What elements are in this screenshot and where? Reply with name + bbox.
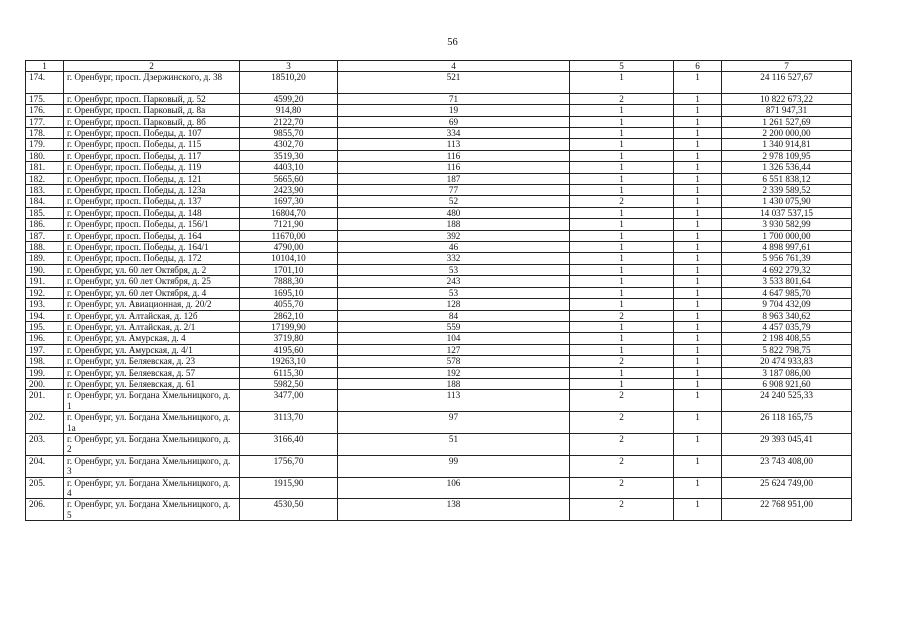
residents-cell: 188 (338, 378, 570, 389)
amount-cell: 3 930 582,99 (722, 219, 852, 230)
row-number-cell: 199. (26, 367, 64, 378)
table-row (26, 455, 852, 477)
row-number-cell: 191. (26, 276, 64, 287)
col-6-value-cell: 1 (674, 230, 722, 241)
row-number-cell: 200. (26, 378, 64, 389)
col-6-value-cell: 1 (674, 185, 722, 196)
residents-cell: 334 (338, 128, 570, 139)
area-cell: 2423,90 (240, 185, 338, 196)
table-row (26, 299, 852, 310)
residents-cell: 106 (338, 477, 570, 499)
amount-cell: 24 240 525,33 (722, 390, 852, 412)
residents-cell: 46 (338, 242, 570, 253)
amount-cell: 1 700 000,00 (722, 230, 852, 241)
area-cell: 3166,40 (240, 433, 338, 455)
residents-cell: 138 (338, 499, 570, 521)
col-5-value-cell: 1 (570, 230, 674, 241)
table-row (26, 116, 852, 127)
table-row (26, 378, 852, 389)
address-cell: г. Оренбург, ул. Богдана Хмельницкого, д. 4 (64, 477, 240, 499)
col-6-value-cell: 1 (674, 455, 722, 477)
col-5-value-cell: 1 (570, 333, 674, 344)
area-cell: 4302,70 (240, 139, 338, 150)
col-6-value-cell: 1 (674, 116, 722, 127)
table-row (26, 264, 852, 275)
address-cell: г. Оренбург, просп. Победы, д. 115 (64, 139, 240, 150)
col-5-value-cell: 1 (570, 128, 674, 139)
address-cell: г. Оренбург, просп. Победы, д. 119 (64, 162, 240, 173)
row-number-cell: 188. (26, 242, 64, 253)
col-5-value-cell: 1 (570, 72, 674, 94)
residents-cell: 578 (338, 356, 570, 367)
col-6-value-cell: 1 (674, 253, 722, 264)
table-row (26, 321, 852, 332)
address-cell: г. Оренбург, ул. Богдана Хмельницкого, д. 3 (64, 455, 240, 477)
amount-cell: 29 393 045,41 (722, 433, 852, 455)
row-number-cell: 179. (26, 139, 64, 150)
address-cell: г. Оренбург, ул. Алтайская, д. 12б (64, 310, 240, 321)
row-number-cell: 181. (26, 162, 64, 173)
row-number-cell: 197. (26, 344, 64, 355)
address-cell: г. Оренбург, ул. Авиационная, д. 20/2 (64, 299, 240, 310)
address-cell: г. Оренбург, просп. Победы, д. 117 (64, 150, 240, 161)
address-cell: г. Оренбург, ул. 60 лет Октября, д. 4 (64, 287, 240, 298)
area-cell: 2122,70 (240, 116, 338, 127)
address-cell: г. Оренбург, просп. Победы, д. 123а (64, 185, 240, 196)
amount-cell: 2 339 589,52 (722, 185, 852, 196)
area-cell: 5665,60 (240, 173, 338, 184)
area-cell: 11670,00 (240, 230, 338, 241)
col-6-value-cell: 1 (674, 173, 722, 184)
table-row (26, 477, 852, 499)
residents-cell: 19 (338, 105, 570, 116)
table-row (26, 72, 852, 94)
area-cell: 1697,30 (240, 196, 338, 207)
col-5-value-cell: 2 (570, 499, 674, 521)
col-6-value-cell: 1 (674, 93, 722, 104)
address-cell: г. Оренбург, ул. Богдана Хмельницкого, д. 5 (64, 499, 240, 521)
table-row (26, 287, 852, 298)
area-cell: 1695,10 (240, 287, 338, 298)
residents-cell: 99 (338, 455, 570, 477)
amount-cell: 6 551 838,12 (722, 173, 852, 184)
table-row (26, 412, 852, 434)
column-header-4: 4 (338, 61, 570, 72)
col-6-value-cell: 1 (674, 378, 722, 389)
residents-cell: 332 (338, 253, 570, 264)
row-number-cell: 204. (26, 455, 64, 477)
table-row (26, 390, 852, 412)
address-cell: г. Оренбург, ул. Богдана Хмельницкого, д. 2 (64, 433, 240, 455)
amount-cell: 1 261 527,69 (722, 116, 852, 127)
col-6-value-cell: 1 (674, 299, 722, 310)
amount-cell: 4 457 035,79 (722, 321, 852, 332)
col-6-value-cell: 1 (674, 150, 722, 161)
col-5-value-cell: 1 (570, 378, 674, 389)
col-5-value-cell: 1 (570, 276, 674, 287)
col-5-value-cell: 2 (570, 310, 674, 321)
amount-cell: 26 118 165,75 (722, 412, 852, 434)
col-6-value-cell: 1 (674, 287, 722, 298)
residents-cell: 53 (338, 287, 570, 298)
address-cell: г. Оренбург, ул. Беляевская, д. 57 (64, 367, 240, 378)
amount-cell: 22 768 951,00 (722, 499, 852, 521)
amount-cell: 10 822 673,22 (722, 93, 852, 104)
row-number-cell: 206. (26, 499, 64, 521)
row-number-cell: 201. (26, 390, 64, 412)
area-cell: 18510,20 (240, 72, 338, 94)
registry-table (25, 60, 852, 521)
area-cell: 1915,90 (240, 477, 338, 499)
address-cell: г. Оренбург, просп. Парковый, д. 8б (64, 116, 240, 127)
amount-cell: 5 956 761,39 (722, 253, 852, 264)
col-5-value-cell: 1 (570, 162, 674, 173)
col-5-value-cell: 1 (570, 299, 674, 310)
table-row (26, 139, 852, 150)
amount-cell: 25 624 749,00 (722, 477, 852, 499)
row-number-cell: 180. (26, 150, 64, 161)
residents-cell: 51 (338, 433, 570, 455)
amount-cell: 3 533 801,64 (722, 276, 852, 287)
table-row (26, 433, 852, 455)
residents-cell: 84 (338, 310, 570, 321)
col-5-value-cell: 2 (570, 356, 674, 367)
amount-cell: 1 430 075,90 (722, 196, 852, 207)
amount-cell: 871 947,31 (722, 105, 852, 116)
address-cell: г. Оренбург, ул. Богдана Хмельницкого, д. 1 (64, 390, 240, 412)
table-row (26, 207, 852, 218)
table-row (26, 219, 852, 230)
column-header-2: 2 (64, 61, 240, 72)
amount-cell: 2 978 109,95 (722, 150, 852, 161)
address-cell: г. Оренбург, просп. Победы, д. 164/1 (64, 242, 240, 253)
table-row (26, 128, 852, 139)
residents-cell: 116 (338, 162, 570, 173)
row-number-cell: 175. (26, 93, 64, 104)
row-number-cell: 174. (26, 72, 64, 94)
col-5-value-cell: 1 (570, 367, 674, 378)
residents-cell: 77 (338, 185, 570, 196)
table-row (26, 333, 852, 344)
row-number-cell: 202. (26, 412, 64, 434)
col-6-value-cell: 1 (674, 72, 722, 94)
residents-cell: 97 (338, 412, 570, 434)
residents-cell: 187 (338, 173, 570, 184)
table-row (26, 185, 852, 196)
address-cell: г. Оренбург, просп. Победы, д. 156/1 (64, 219, 240, 230)
residents-cell: 69 (338, 116, 570, 127)
col-5-value-cell: 2 (570, 433, 674, 455)
amount-cell: 24 116 527,67 (722, 72, 852, 94)
col-5-value-cell: 1 (570, 185, 674, 196)
col-6-value-cell: 1 (674, 433, 722, 455)
area-cell: 4599,20 (240, 93, 338, 104)
row-number-cell: 194. (26, 310, 64, 321)
area-cell: 4055,70 (240, 299, 338, 310)
area-cell: 3113,70 (240, 412, 338, 434)
col-6-value-cell: 1 (674, 105, 722, 116)
row-number-cell: 198. (26, 356, 64, 367)
address-cell: г. Оренбург, ул. Беляевская, д. 23 (64, 356, 240, 367)
col-6-value-cell: 1 (674, 333, 722, 344)
row-number-cell: 189. (26, 253, 64, 264)
address-cell: г. Оренбург, ул. Богдана Хмельницкого, д. 1а (64, 412, 240, 434)
area-cell: 2862,10 (240, 310, 338, 321)
col-6-value-cell: 1 (674, 310, 722, 321)
address-cell: г. Оренбург, ул. Амурская, д. 4 (64, 333, 240, 344)
col-5-value-cell: 2 (570, 390, 674, 412)
table-row (26, 367, 852, 378)
col-5-value-cell: 1 (570, 287, 674, 298)
residents-cell: 480 (338, 207, 570, 218)
area-cell: 914,80 (240, 105, 338, 116)
residents-cell: 116 (338, 150, 570, 161)
col-6-value-cell: 1 (674, 196, 722, 207)
table-row (26, 344, 852, 355)
row-number-cell: 176. (26, 105, 64, 116)
address-cell: г. Оренбург, ул. Беляевская, д. 61 (64, 378, 240, 389)
amount-cell: 6 908 921,60 (722, 378, 852, 389)
column-header-7: 7 (722, 61, 852, 72)
col-5-value-cell: 1 (570, 344, 674, 355)
amount-cell: 4 647 985,70 (722, 287, 852, 298)
col-5-value-cell: 1 (570, 105, 674, 116)
address-cell: г. Оренбург, ул. 60 лет Октября, д. 2 (64, 264, 240, 275)
col-6-value-cell: 1 (674, 162, 722, 173)
address-cell: г. Оренбург, просп. Победы, д. 107 (64, 128, 240, 139)
area-cell: 9855,70 (240, 128, 338, 139)
address-cell: г. Оренбург, просп. Победы, д. 172 (64, 253, 240, 264)
column-header-3: 3 (240, 61, 338, 72)
residents-cell: 192 (338, 367, 570, 378)
col-5-value-cell: 2 (570, 455, 674, 477)
address-cell: г. Оренбург, просп. Дзержинского, д. 38 (64, 72, 240, 94)
address-cell: г. Оренбург, ул. 60 лет Октября, д. 25 (64, 276, 240, 287)
col-5-value-cell: 1 (570, 253, 674, 264)
area-cell: 7888,30 (240, 276, 338, 287)
amount-cell: 2 200 000,00 (722, 128, 852, 139)
amount-cell: 3 187 086,00 (722, 367, 852, 378)
residents-cell: 521 (338, 72, 570, 94)
col-5-value-cell: 1 (570, 173, 674, 184)
col-5-value-cell: 1 (570, 150, 674, 161)
col-5-value-cell: 1 (570, 219, 674, 230)
col-5-value-cell: 1 (570, 139, 674, 150)
table-row (26, 253, 852, 264)
address-cell: г. Оренбург, просп. Победы, д. 121 (64, 173, 240, 184)
col-6-value-cell: 1 (674, 412, 722, 434)
amount-cell: 1 340 914,81 (722, 139, 852, 150)
amount-cell: 2 198 408,55 (722, 333, 852, 344)
column-header-6: 6 (674, 61, 722, 72)
area-cell: 3719,80 (240, 333, 338, 344)
residents-cell: 128 (338, 299, 570, 310)
col-6-value-cell: 1 (674, 344, 722, 355)
amount-cell: 8 963 340,62 (722, 310, 852, 321)
amount-cell: 23 743 408,00 (722, 455, 852, 477)
residents-cell: 71 (338, 93, 570, 104)
col-5-value-cell: 2 (570, 477, 674, 499)
amount-cell: 5 822 798,75 (722, 344, 852, 355)
col-5-value-cell: 1 (570, 321, 674, 332)
residents-cell: 392 (338, 230, 570, 241)
row-number-cell: 205. (26, 477, 64, 499)
col-5-value-cell: 2 (570, 93, 674, 104)
residents-cell: 104 (338, 333, 570, 344)
residents-cell: 243 (338, 276, 570, 287)
table-row (26, 105, 852, 116)
col-6-value-cell: 1 (674, 477, 722, 499)
col-6-value-cell: 1 (674, 242, 722, 253)
row-number-cell: 184. (26, 196, 64, 207)
col-5-value-cell: 1 (570, 116, 674, 127)
col-6-value-cell: 1 (674, 367, 722, 378)
row-number-cell: 186. (26, 219, 64, 230)
area-cell: 1701,10 (240, 264, 338, 275)
residents-cell: 559 (338, 321, 570, 332)
col-6-value-cell: 1 (674, 356, 722, 367)
address-cell: г. Оренбург, ул. Алтайская, д. 2/1 (64, 321, 240, 332)
table-row (26, 173, 852, 184)
address-cell: г. Оренбург, просп. Победы, д. 164 (64, 230, 240, 241)
page-number: 56 (447, 37, 458, 48)
amount-cell: 20 474 933,83 (722, 356, 852, 367)
column-header-1: 1 (26, 61, 64, 72)
col-5-value-cell: 1 (570, 264, 674, 275)
residents-cell: 188 (338, 219, 570, 230)
amount-cell: 1 326 536,44 (722, 162, 852, 173)
residents-cell: 113 (338, 390, 570, 412)
table-row (26, 150, 852, 161)
col-6-value-cell: 1 (674, 219, 722, 230)
row-number-cell: 178. (26, 128, 64, 139)
table-row (26, 162, 852, 173)
area-cell: 4403,10 (240, 162, 338, 173)
area-cell: 16804,70 (240, 207, 338, 218)
amount-cell: 4 692 279,32 (722, 264, 852, 275)
area-cell: 4530,50 (240, 499, 338, 521)
amount-cell: 9 704 432,09 (722, 299, 852, 310)
address-cell: г. Оренбург, просп. Парковый, д. 8а (64, 105, 240, 116)
table-row (26, 276, 852, 287)
row-number-cell: 203. (26, 433, 64, 455)
col-6-value-cell: 1 (674, 276, 722, 287)
residents-cell: 53 (338, 264, 570, 275)
address-cell: г. Оренбург, просп. Победы, д. 148 (64, 207, 240, 218)
residents-cell: 52 (338, 196, 570, 207)
row-number-cell: 187. (26, 230, 64, 241)
col-6-value-cell: 1 (674, 264, 722, 275)
area-cell: 5982,50 (240, 378, 338, 389)
col-5-value-cell: 1 (570, 207, 674, 218)
col-5-value-cell: 1 (570, 242, 674, 253)
table-row (26, 93, 852, 104)
area-cell: 4790,00 (240, 242, 338, 253)
col-6-value-cell: 1 (674, 207, 722, 218)
area-cell: 17199,90 (240, 321, 338, 332)
col-6-value-cell: 1 (674, 128, 722, 139)
area-cell: 3477,00 (240, 390, 338, 412)
amount-cell: 14 037 537,15 (722, 207, 852, 218)
area-cell: 6115,30 (240, 367, 338, 378)
row-number-cell: 182. (26, 173, 64, 184)
col-6-value-cell: 1 (674, 499, 722, 521)
table-row (26, 310, 852, 321)
address-cell: г. Оренбург, ул. Амурская, д. 4/1 (64, 344, 240, 355)
row-number-cell: 185. (26, 207, 64, 218)
row-number-cell: 193. (26, 299, 64, 310)
col-6-value-cell: 1 (674, 390, 722, 412)
table-row (26, 230, 852, 241)
col-5-value-cell: 2 (570, 412, 674, 434)
address-cell: г. Оренбург, просп. Победы, д. 137 (64, 196, 240, 207)
area-cell: 19263,10 (240, 356, 338, 367)
address-cell: г. Оренбург, просп. Парковый, д. 52 (64, 93, 240, 104)
area-cell: 1756,70 (240, 455, 338, 477)
column-header-5: 5 (570, 61, 674, 72)
area-cell: 3519,30 (240, 150, 338, 161)
table-row (26, 356, 852, 367)
area-cell: 7121,90 (240, 219, 338, 230)
table-body (26, 72, 852, 521)
area-cell: 4195,60 (240, 344, 338, 355)
row-number-cell: 192. (26, 287, 64, 298)
header-row (26, 61, 852, 72)
col-6-value-cell: 1 (674, 139, 722, 150)
row-number-cell: 183. (26, 185, 64, 196)
table-row (26, 196, 852, 207)
table-row (26, 499, 852, 521)
table-row (26, 242, 852, 253)
col-5-value-cell: 2 (570, 196, 674, 207)
row-number-cell: 196. (26, 333, 64, 344)
residents-cell: 113 (338, 139, 570, 150)
row-number-cell: 195. (26, 321, 64, 332)
amount-cell: 4 898 997,61 (722, 242, 852, 253)
row-number-cell: 190. (26, 264, 64, 275)
row-number-cell: 177. (26, 116, 64, 127)
col-6-value-cell: 1 (674, 321, 722, 332)
area-cell: 10104,10 (240, 253, 338, 264)
residents-cell: 127 (338, 344, 570, 355)
